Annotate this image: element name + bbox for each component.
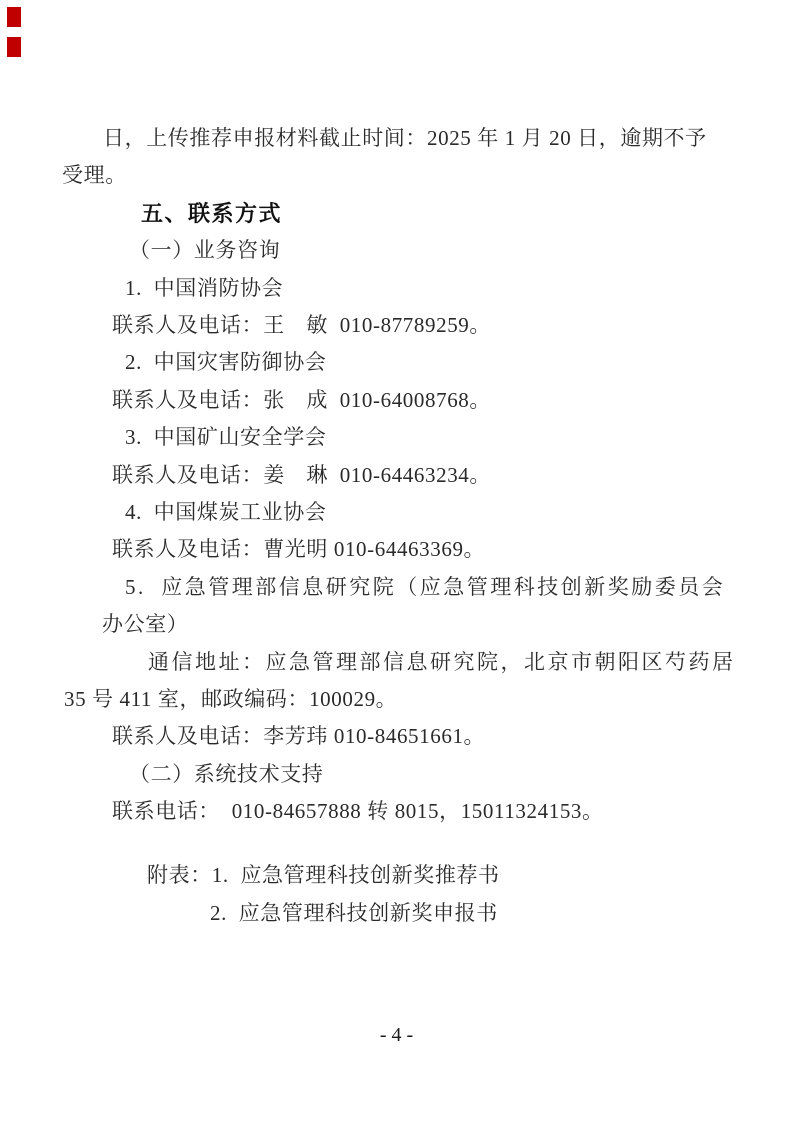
contact-1-phone: 联系人及电话：王 敏 010-87789259。 [112, 313, 491, 337]
contact-5-phone: 联系人及电话：李芳玮 010-84651661。 [112, 724, 486, 748]
support-phone-line: 联系电话： 010-84657888 转 8015，15011324153。 [112, 799, 604, 823]
contact-5-org-line-1: 5. 应急管理部信息研究院（应急管理科技创新奖励委员会 [125, 575, 726, 599]
subsection-heading-support: （二）系统技术支持 [129, 762, 324, 786]
contact-1-org: 1. 中国消防协会 [125, 276, 284, 300]
mailing-address-line-2: 35 号 411 室，邮政编码：100029。 [64, 687, 398, 711]
contact-2-phone: 联系人及电话：张 成 010-64008768。 [112, 388, 491, 412]
contact-5-org-line-2: 办公室） [102, 612, 189, 636]
contact-4-phone: 联系人及电话：曹光明 010-64463369。 [112, 537, 486, 561]
section-heading: 五、联系方式 [141, 201, 283, 226]
red-marker-top [7, 7, 21, 27]
attachment-list-line-1: 附表：1. 应急管理科技创新奖推荐书 [147, 863, 500, 887]
contact-3-phone: 联系人及电话：姜 琳 010-64463234。 [112, 463, 491, 487]
attachment-list-line-2: 2. 应急管理科技创新奖申报书 [210, 901, 498, 925]
contact-3-org: 3. 中国矿山安全学会 [125, 425, 327, 449]
contact-4-org: 4. 中国煤炭工业协会 [125, 500, 327, 524]
subsection-heading-business: （一）业务咨询 [129, 238, 281, 262]
mailing-address-line-1: 通信地址：应急管理部信息研究院，北京市朝阳区芍药居 [148, 650, 736, 674]
intro-continuation-line-2: 受理。 [62, 163, 127, 187]
page-number: - 4 - [379, 1024, 414, 1046]
red-marker-bottom [7, 37, 21, 57]
contact-2-org: 2. 中国灾害防御协会 [125, 350, 327, 374]
intro-continuation-line-1: 日，上传推荐申报材料截止时间：2025 年 1 月 20 日，逾期不予 [103, 126, 707, 150]
